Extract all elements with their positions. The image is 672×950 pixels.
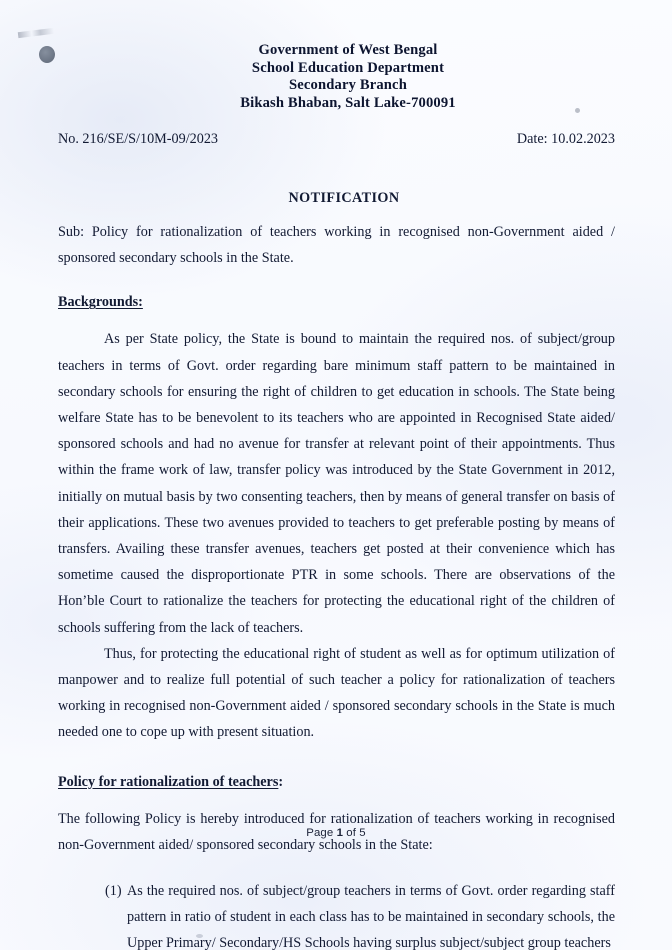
- reference-date: Date: 10.02.2023: [516, 131, 615, 147]
- reference-row: [58, 131, 615, 148]
- page-number-current: 1: [336, 827, 344, 839]
- letterhead: [0, 42, 672, 112]
- page-footer-prefix: Page: [306, 827, 337, 839]
- backgrounds-heading: [58, 291, 615, 313]
- list-item-marker: (1): [105, 883, 122, 900]
- page-footer-suffix: of 5: [343, 827, 366, 839]
- subject-line: Sub: Policy for rationalization of teachers working in recognised non-Government aided / sponsored secondary schools in the State.: [58, 224, 615, 267]
- list-item: [58, 878, 615, 950]
- reference-number: No. 216/SE/S/10M-09/2023: [58, 131, 219, 147]
- letterhead-department: School Education Department: [251, 59, 445, 76]
- policy-heading-colon: :: [278, 773, 284, 790]
- policy-heading: [58, 771, 615, 793]
- letterhead-government: Government of West Bengal: [258, 42, 438, 58]
- page-footer: [0, 827, 672, 839]
- policy-intro: The following Policy is hereby introduced for rationalization of teachers working in recognised non-Government aided/ sponsored secondary schools in the State:: [58, 810, 615, 853]
- policy-list: [58, 878, 615, 950]
- list-item-text: As the required nos. of subject/group teachers in terms of Govt. order regarding staff pattern in ratio of student in each class has to be maintained in secondary schools, the Upper Primary/ Secondary/HS Schools having surplus subject/subject group teachers: [127, 883, 615, 950]
- page-title: NOTIFICATION: [288, 190, 400, 206]
- policy-heading-text: Policy for rationalization of teachers: [58, 773, 279, 790]
- pen-mark-artifact: [18, 28, 54, 38]
- backgrounds-paragraph-2: Thus, for protecting the educational right of student as well as for optimum utilization of manpower and to realize full potential of such teacher a policy for rationalization of teachers working in recognised non-Government aided / sponsored secondary schools in the State is much needed one to cope up with present situation.: [58, 645, 615, 741]
- backgrounds-heading-text: Backgrounds:: [58, 294, 143, 311]
- document-body: [58, 219, 615, 950]
- backgrounds-paragraph-1: As per State policy, the State is bound to maintain the required nos. of subject/group teachers in terms of Govt. order regarding bare minimum staff pattern to be maintained in secondary schools for ensuring the right of children to get education in schools. The State being welfare State has to be benevolent to its teachers who are appointed in Recognised State aided/ sponsored schools and had no avenue for transfer at relevant point of their appointments. Thus within the frame work of law, transfer policy was introduced by the State Government in 2012, initially on mutual basis by two consenting teachers, then by means of general transfer on basis of their applications. These two avenues provided to teachers to get preferable posting by means of transfers. Availing these transfer avenues, teachers get posted at their convenience which has sometime caused the disproportionate PTR in some schools. There are observations of the Hon’ble Court to rationalize the teachers for protecting the educational right of the children of schools suffering from the lack of teachers.: [58, 331, 615, 636]
- letterhead-address: Bikash Bhaban, Salt Lake-700091: [240, 94, 456, 111]
- letterhead-branch: Secondary Branch: [289, 77, 407, 94]
